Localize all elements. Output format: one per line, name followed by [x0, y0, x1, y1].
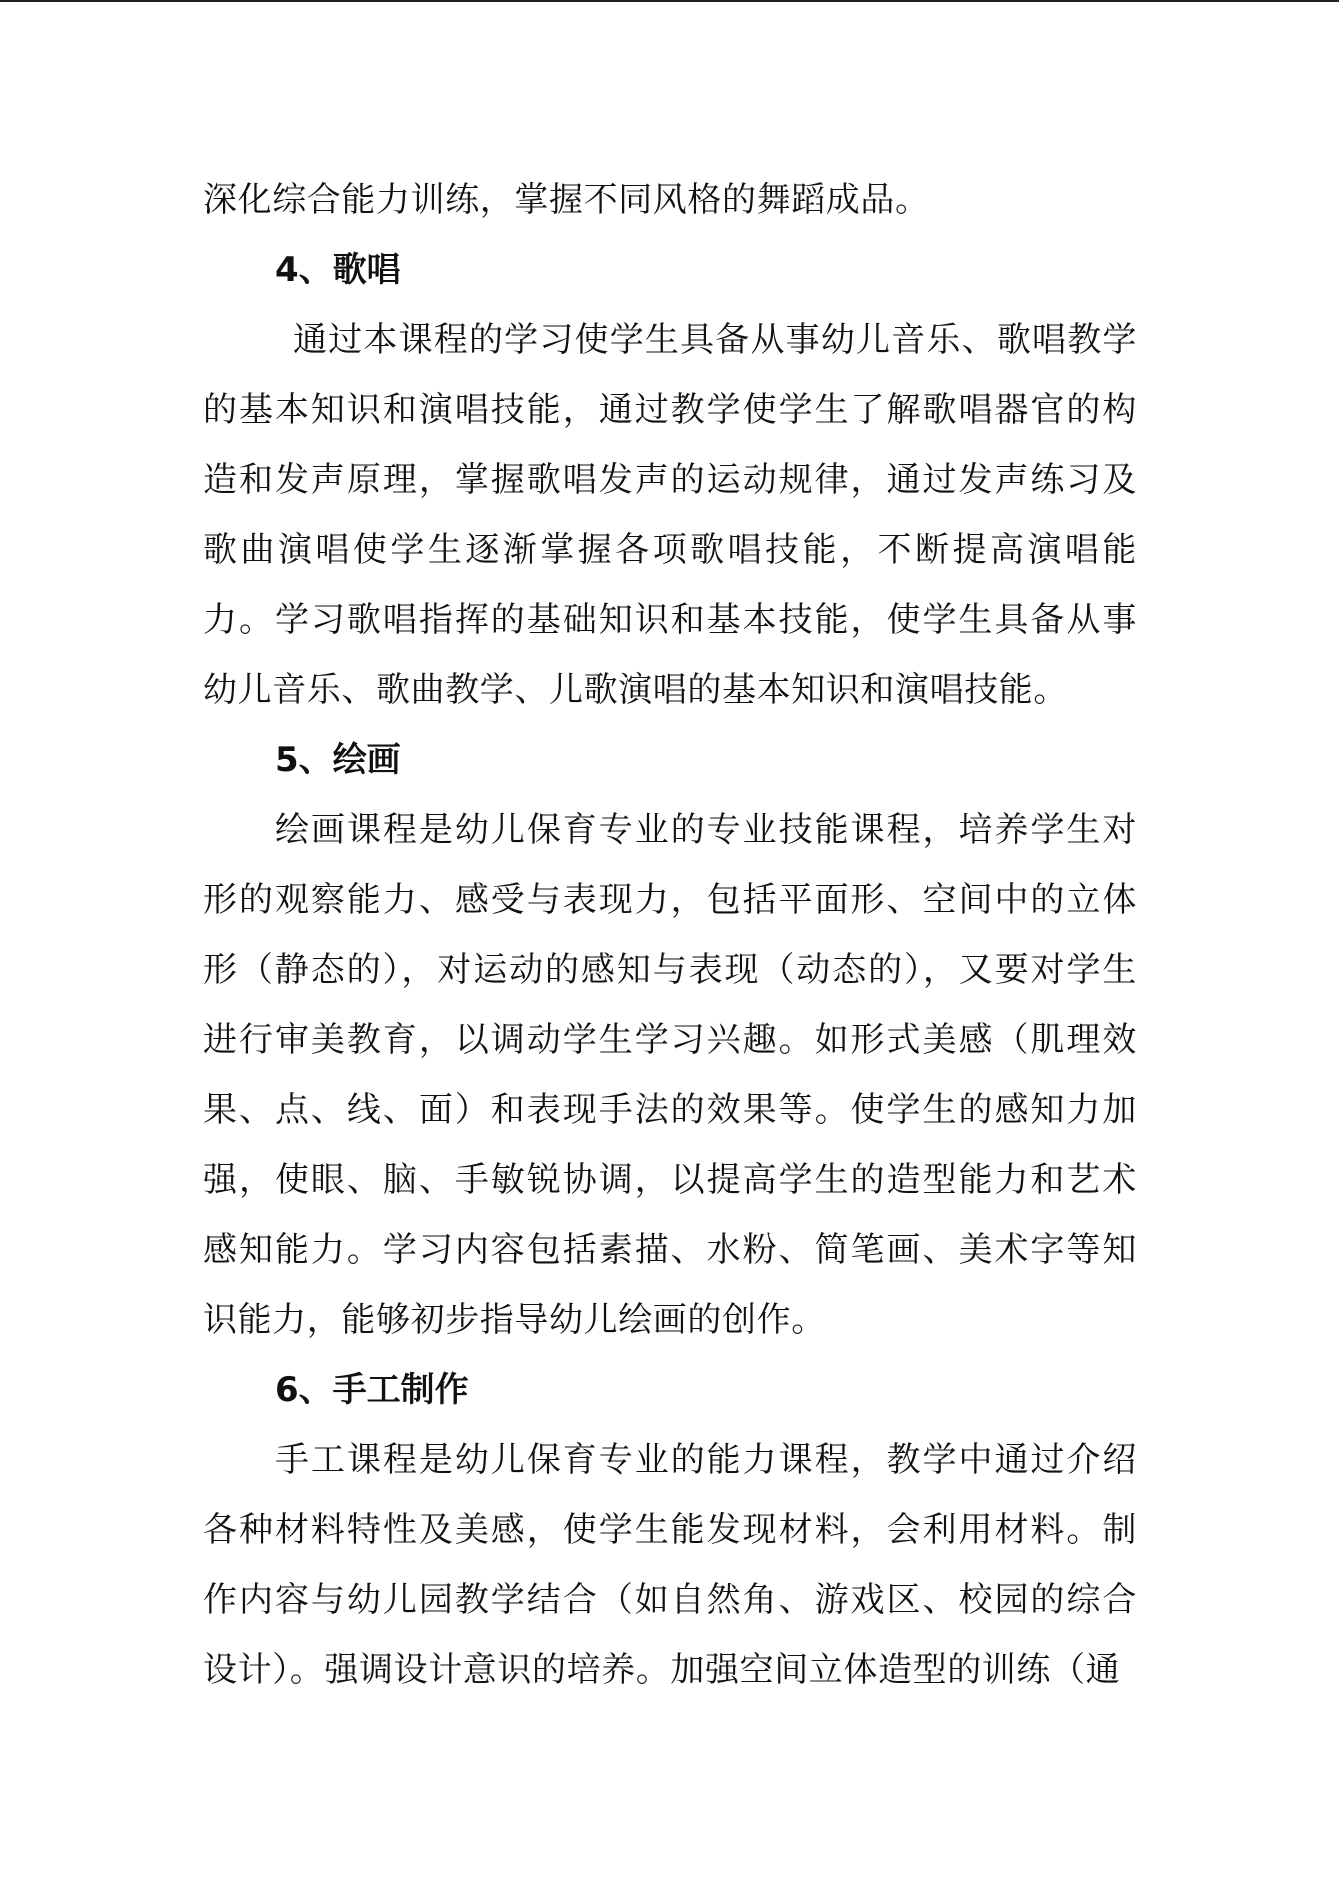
document-page: [203, 165, 1137, 1705]
heading-singing: 4、歌唱: [275, 250, 401, 290]
heading-handcraft: 6、手工制作: [275, 1370, 469, 1410]
paragraph-painting: 绘画课程是幼儿保育专业的专业技能课程，培养学生对形的观察能力、感受与表现力，包括平面形、空间中的立体形（静态的），对运动的感知与表现（动态的），又要对学生进行审美教育，以调动学生学习兴趣。如形式美感（肌理效果、点、线、面）和表现手法的效果等。使学生的感知力加强，使眼、脑、手敏锐协调，以提高学生的造型能力和艺术感知能力。学习内容包括素描、水粉、简笔画、美术字等知识能力，能够初步指导幼儿绘画的创作。: [203, 810, 1137, 1340]
paragraph-dance-continued: 深化综合能力训练，掌握不同风格的舞蹈成品。: [203, 180, 930, 220]
heading-painting: 5、绘画: [275, 740, 401, 780]
paragraph-handcraft: 手工课程是幼儿保育专业的能力课程，教学中通过介绍各种材料特性及美感，使学生能发现材料，会利用材料。制作内容与幼儿园教学结合（如自然角、游戏区、校园的综合设计）。强调设计意识的培养。加强空间立体造型的训练（通: [203, 1440, 1137, 1690]
paragraph-singing: 通过本课程的学习使学生具备从事幼儿音乐、歌唱教学的基本知识和演唱技能，通过教学使学生了解歌唱器官的构造和发声原理，掌握歌唱发声的运动规律，通过发声练习及歌曲演唱使学生逐渐掌握各项歌唱技能，不断提高演唱能力。学习歌唱指挥的基础知识和基本技能，使学生具备从事幼儿音乐、歌曲教学、儿歌演唱的基本知识和演唱技能。: [203, 320, 1137, 710]
